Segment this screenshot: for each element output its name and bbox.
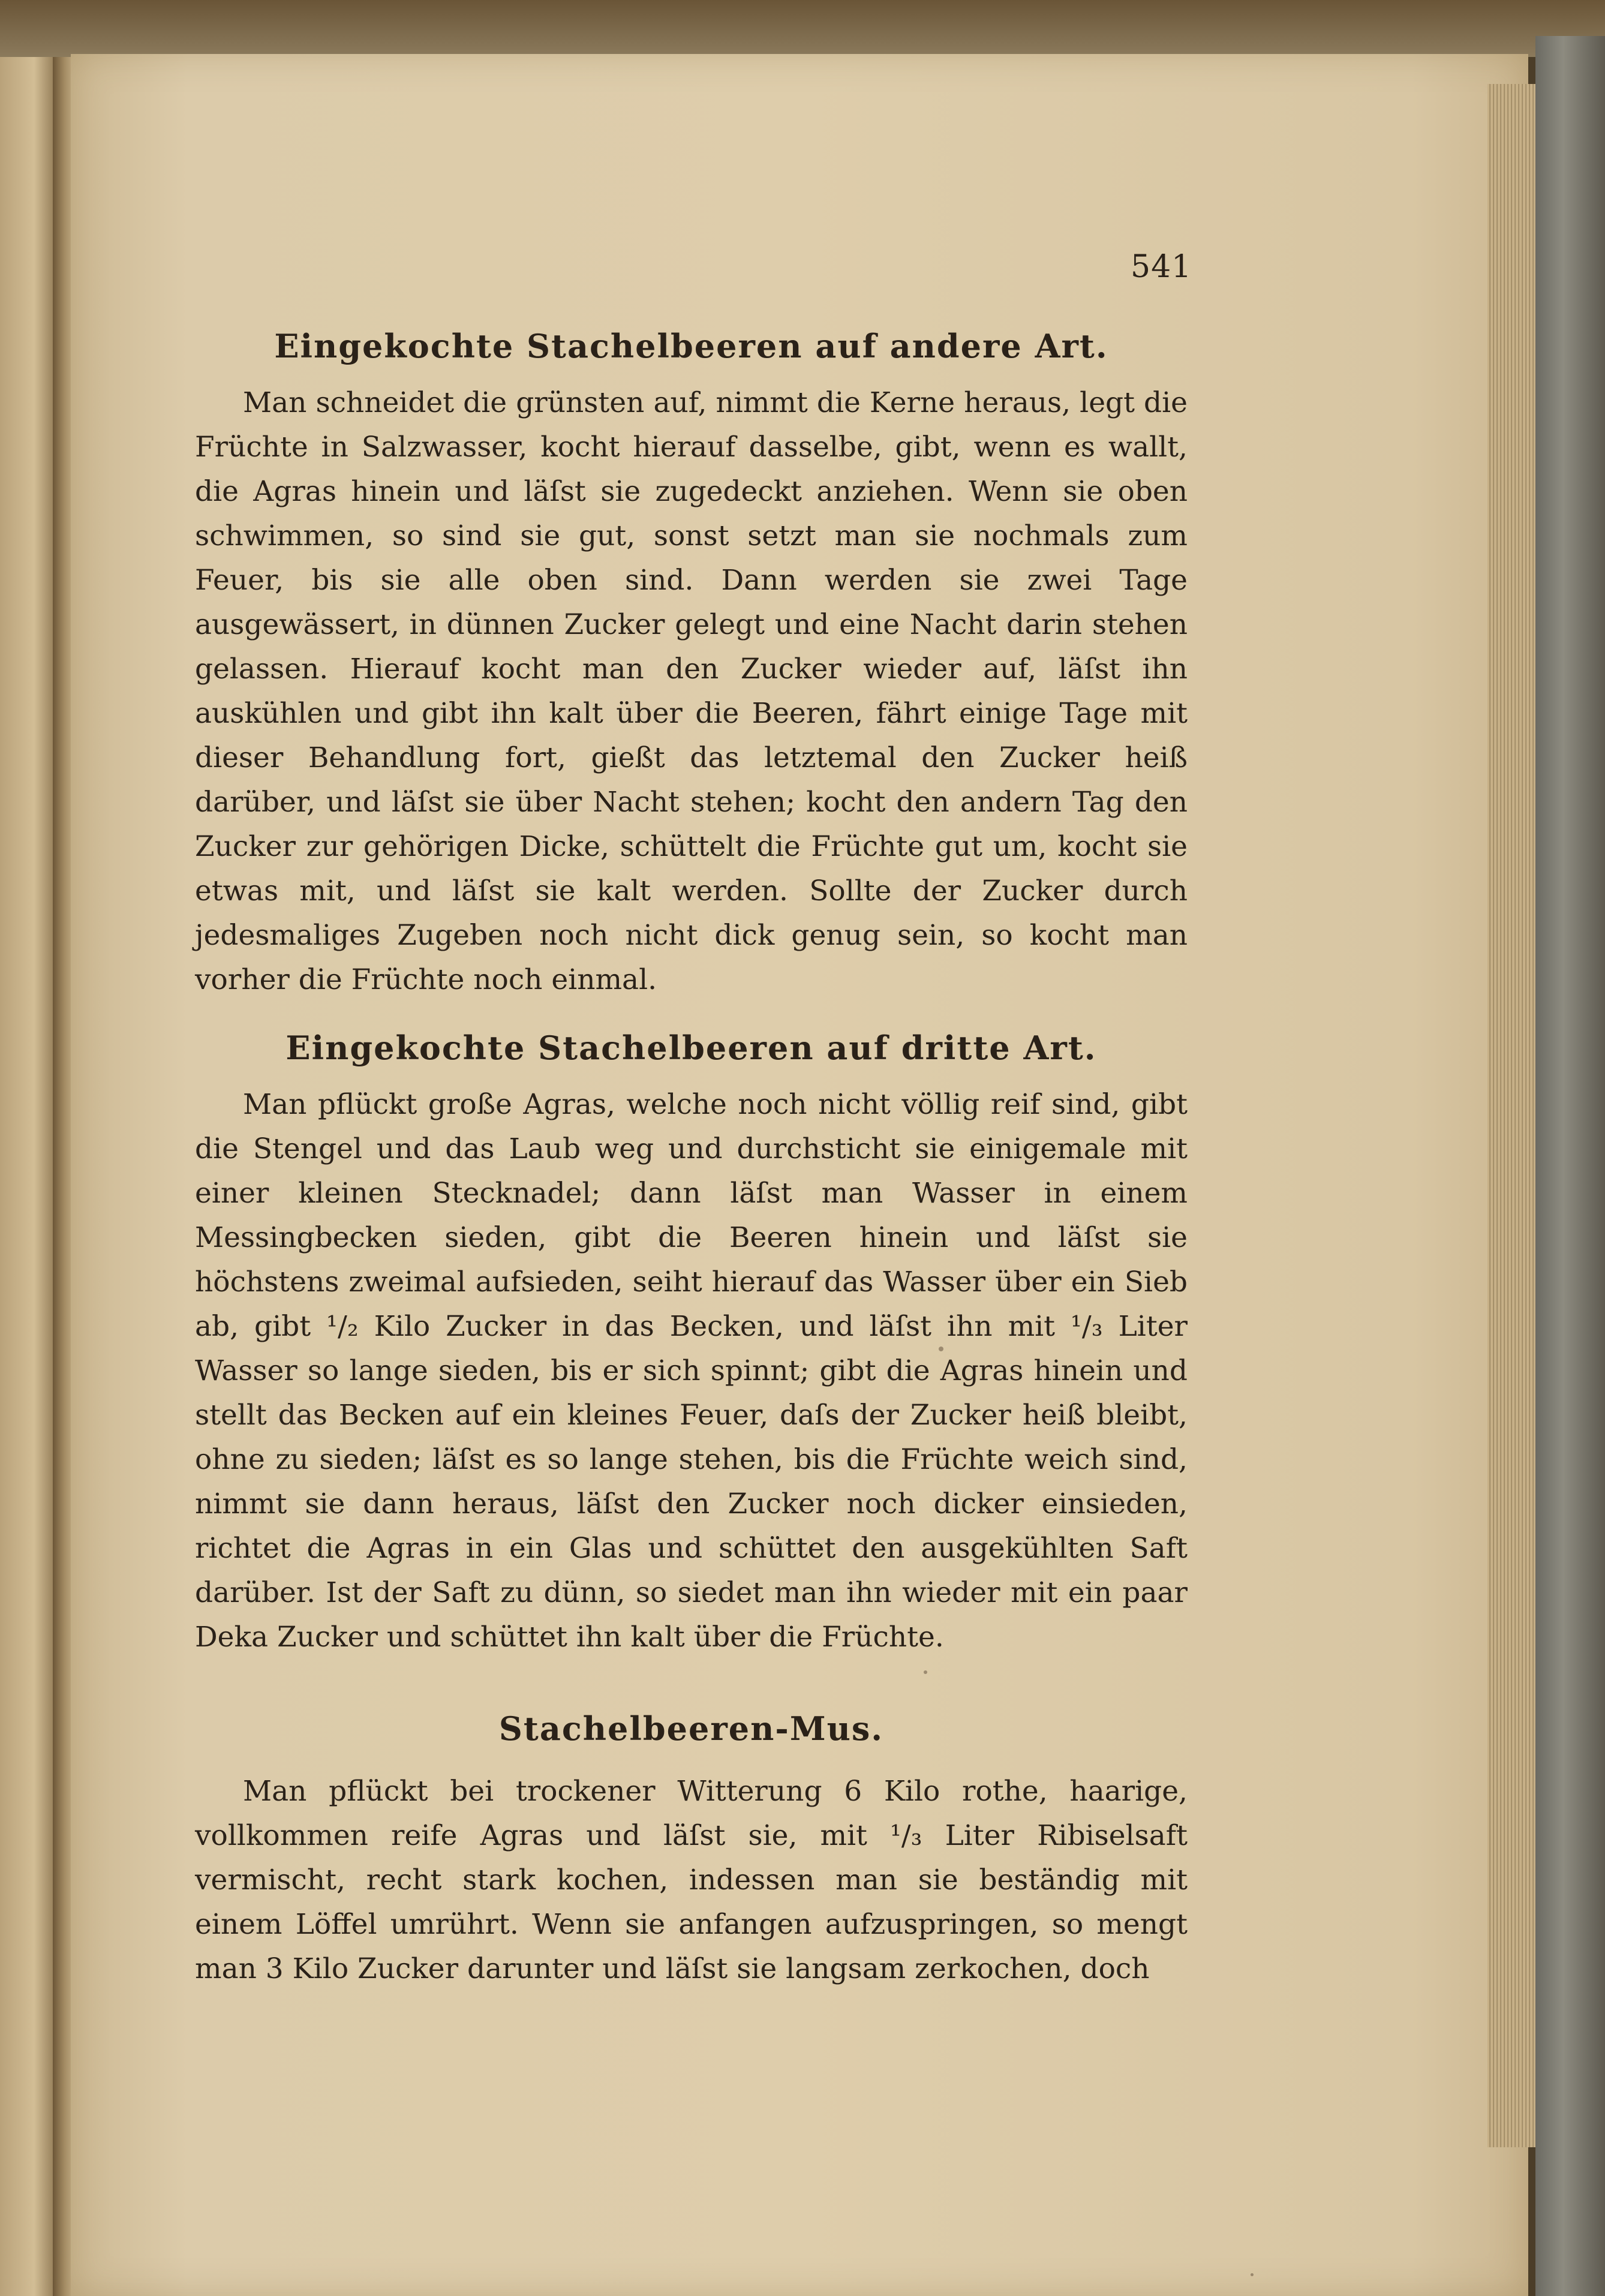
section-paragraph: Man pflückt große Agras, welche noch nicht völlig reif sind, gibt die Stengel und das Laub weg und durchsticht sie einigemale mit einer kleinen Stecknadel; dann läſst man Wasser in einem Messingbecken sieden, gibt die Beeren hinein und läſst sie höchstens zweimal aufsieden, seiht hierauf das Wasser über ein Sieb ab, gibt ¹/₂ Kilo Zucker in das Becken, und läſst ihn mit ¹/₃ Liter Wasser so lange sieden, bis er sich spinnt; gibt die Agras hinein und stellt das Becken auf ein kleines Feuer, daſs der Zucker heiß bleibt, ohne zu sieden; läſst es so lange stehen, bis die Früchte weich sind, nimmt sie dann heraus, läſst den Zucker noch dicker einsieden, richtet die Agras in ein Glas und schüttet den ausgekühlten Saft darüber. Ist der Saft zu dünn, so siedet man ihn wieder mit ein paar Deka Zucker und schüttet ihn kalt über die Früchte. bbox=[195, 1088, 1188, 1654]
left-page-edge bbox=[0, 57, 57, 2296]
book-cover-edge bbox=[1535, 36, 1605, 2296]
section-title: Eingekochte Stachelbeeren auf andere Art. bbox=[274, 327, 1108, 365]
scan-background-top bbox=[0, 0, 1605, 57]
paper-speck bbox=[924, 1670, 927, 1674]
section-paragraph: Man pflückt bei trockener Witterung 6 Kilo rothe, haarige, vollkommen reife Agras und läſst sie, mit ¹/₃ Liter Ribiselsaft vermischt, recht stark kochen, indessen man sie beständig mit einem Löffel umrührt. Wenn sie anfangen aufzuspringen, so mengt man 3 Kilo Zucker darunter und läſst sie langsam zerkochen, doch bbox=[195, 1775, 1188, 1985]
section-title: Stachelbeeren-Mus. bbox=[498, 1709, 884, 1748]
page-number: 541 bbox=[1131, 249, 1192, 285]
paper-speck bbox=[1251, 2273, 1254, 2276]
section-title: Eingekochte Stachelbeeren auf dritte Art. bbox=[285, 1029, 1097, 1067]
page-stack-edges bbox=[1487, 84, 1535, 2147]
section-paragraph: Man schneidet die grünsten auf, nimmt die Kerne heraus, legt die Früchte in Salzwasser, kocht hierauf dasselbe, gibt, wenn es wallt, die Agras hinein und läſst sie zugedeckt anziehen. Wenn sie oben schwimmen, so sind sie gut, sonst setzt man sie nochmals zum Feuer, bis sie alle oben sind. Dann werden sie zwei Tage ausgewässert, in dünnen Zucker gelegt und eine Nacht darin stehen gelassen. Hierauf kocht man den Zucker wieder auf, läſst ihn auskühlen und gibt ihn kalt über die Beeren, fährt einige Tage mit dieser Behandlung fort, gießt das letztemal den Zucker heiß darüber, und läſst sie über Nacht stehen; kocht den andern Tag den Zucker zur gehörigen Dicke, schüttelt die Früchte gut um, kocht sie etwas mit, und läſst sie kalt werden. Sollte der Zucker durch jedesmaliges Zugeben noch nicht dick genug sein, so kocht man vorher die Früchte noch einmal. bbox=[195, 386, 1188, 996]
